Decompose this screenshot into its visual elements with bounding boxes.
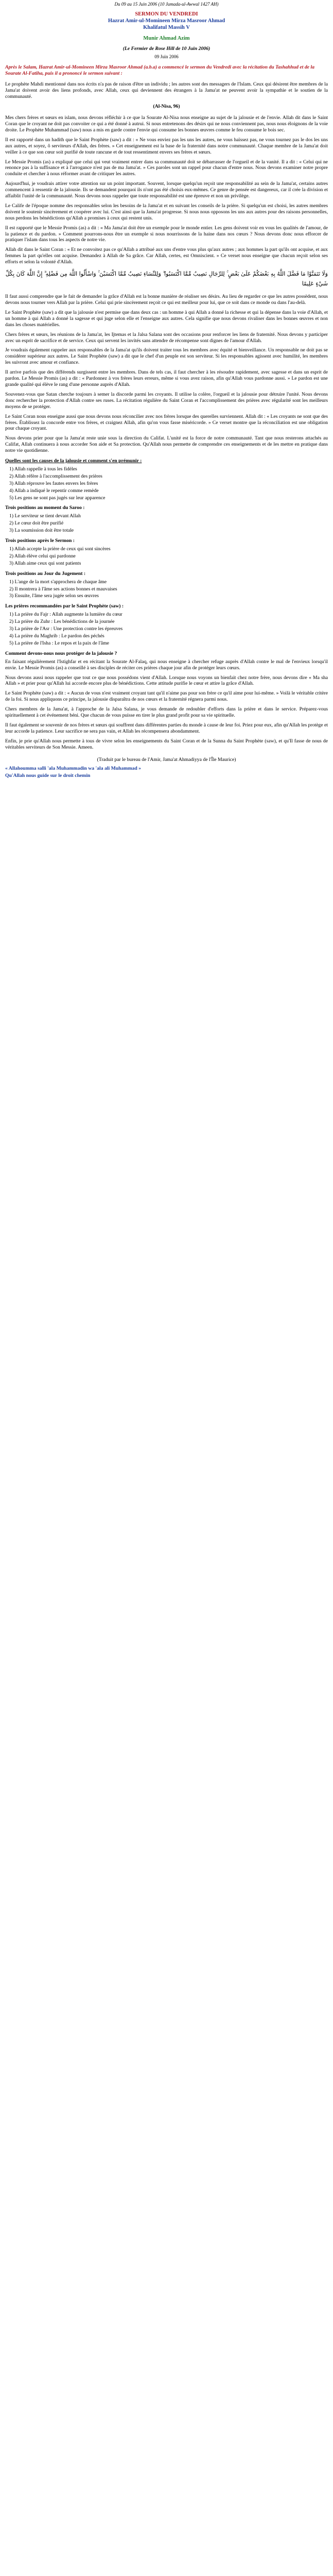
section-heading: Trois positions au moment du Saroo : bbox=[5, 505, 85, 511]
list-item: 3) Allah réprouve les fautes envers les frères bbox=[9, 480, 98, 486]
list bbox=[5, 513, 328, 534]
list-item: 3) La prière de l'Asr : Une protection contre les épreuves bbox=[9, 626, 123, 632]
footer-item: « Allahoumma salli 'ala Muhammadin wa 'ala ali Muhammad » bbox=[5, 766, 142, 772]
list-item: 3) Allah aime ceux qui sont patients bbox=[9, 560, 81, 566]
section-heading: Les prières recommandées par le Saint Prophète (saw) : bbox=[5, 603, 124, 609]
list bbox=[5, 466, 328, 501]
body-paragraph: Le Saint Prophète (saw) a dit : « Aucun de vous n'est vraiment croyant tant qu'il n'aime pas pour son frère ce qu'il aime pour lui-même. » Voilà le véritable critère de la foi. Si nous appliquons ce principe, la jalousie disparaîtra de nos cœurs et la fraternité régnera parmi nous. bbox=[5, 690, 328, 703]
body-paragraph: Allah dit dans le Saint Coran : « Et ne convoitez pas ce qu'Allah a attribué aux uns d'entre vous plus qu'aux autres ; aux hommes la part qu'ils ont acquise, et aux femmes la part qu'elles ont acquise. Demandez à Allah de Sa grâce. Car Allah, certes, est Omniscient. » Ce verset nous enseigne que chacun reçoit selon ses efforts et selon la volonté d'Allah. bbox=[5, 247, 328, 265]
sermon-heading: SERMON DU VENDREDI bbox=[135, 11, 198, 17]
list-item: 1) Allah rappelle à tous les fidèles bbox=[9, 466, 77, 472]
body-paragraphs-2 bbox=[5, 294, 328, 454]
body-paragraph: Le Saint Prophète (saw) a dit que la jalousie n'est permise que dans deux cas : un homme à qui Allah a donné la richesse et qui la dépense dans la voie d'Allah, et un homme à qui Allah a donné la sagesse et qui juge selon elle et l'enseigne aux autres. Cela signifie que nous devons rivaliser dans les bonnes œuvres et non dans les choses matérielles. bbox=[5, 309, 328, 328]
body-paragraph: En faisant régulièrement l'Istighfar et en récitant la Sourate Al-Falaq, qui nous enseigne à chercher refuge auprès d'Allah contre le mal de l'envieux lorsqu'il envie. Le Messie Promis (as) a conseillé à ses disciples de réciter ces prières chaque jour afin de protéger leurs cœurs. bbox=[5, 658, 328, 671]
list-item: 4) La prière du Maghrib : Le pardon des péchés bbox=[9, 633, 104, 639]
list-item: 1) L'ange de la mort s'approchera de chaque âme bbox=[9, 579, 107, 585]
section-heading: Quelles sont les causes de la jalousie et comment s'en prémunir : bbox=[5, 458, 142, 464]
breadcrumb: Du 09 au 15 Juin 2006 (10 Jumada-ul-Awwal 1427 AH) bbox=[114, 2, 219, 7]
arabic-verse: وَلَا تَتَمَنَّوْا مَا فَضَّلَ اللَّهُ بِهِ بَعْضَكُمْ عَلَىٰ بَعْضٍ ۚ لِلرِّجَالِ نَصِيبٌ مِّمَّا اكْتَسَبُوا ۖ وَلِلنِّسَاءِ نَصِيبٌ مِّمَّا اكْتَسَبْنَ ۚ وَاسْأَلُوا اللَّهَ مِن فَضْلِهِ ۗ إِنَّ اللَّهَ كَانَ بِكُلِّ شَيْءٍ عَلِيمًا bbox=[5, 270, 328, 287]
body-paragraph: Il est rapporté que le Messie Promis (as) a dit : « Ma Jama'at doit être un exemple pour le monde entier. Les gens doivent voir en vous les qualités de l'amour, de la patience et du pardon. » Comment pourrons-nous être un exemple si nous nourrissons de la haine dans nos cœurs ? Nous devons donc nous efforcer de pratiquer l'islam dans tous les aspects de notre vie. bbox=[5, 225, 328, 243]
body-paragraph: Chers frères et sœurs, les réunions de la Jama'at, les Ijtemas et la Jalsa Salana sont des occasions pour renforcer les liens de fraternité. Nous devons y participer avec un esprit de sacrifice et de service. Ceux qui servent les invités sans attendre de récompense sont dignes de l'amour d'Allah. bbox=[5, 331, 328, 344]
list-item: 1) La prière du Fajr : Allah augmente la lumière du cœur bbox=[9, 612, 122, 618]
list-item: 4) Allah a indiqué le repentir comme remède bbox=[9, 487, 99, 494]
list-item: 5) Les gens ne sont pas jugés sur leur apparence bbox=[9, 495, 106, 501]
body-paragraph: Il faut également se souvenir de nos frères et sœurs qui souffrent dans différentes parties du monde à cause de leur foi. Priez pour eux, afin qu'Allah les protège et leur accorde la patience. Leur sacrifice ne sera pas vain, et Allah les récompensera abondamment. bbox=[5, 722, 328, 734]
list bbox=[5, 546, 328, 567]
intro-paragraph: Après le Salam, Hazrat Amir-ul-Momineen Mirza Masroor Ahmad (a.b.a) a commencé le sermon du Vendredi avec la récitation du Tashahhud et de la Sourate Al-Fatiha, puis il a prononcé le sermon suivant : bbox=[5, 64, 314, 76]
list-item: 3) Ensuite, l'âme sera jugée selon ses œuvres bbox=[9, 593, 99, 599]
body-paragraph: Aujourd'hui, je voudrais attirer votre attention sur un point important. Souvent, lorsque quelqu'un reçoit une responsabilité au sein de la Jama'at, certains autres commencent à ressentir de la jalousie. Ils se demandent pourquoi ils n'ont pas été choisis eux-mêmes. Ce genre de pensée est dangereux, car il crée la division et affaiblit l'unité de la communauté. Nous devons nous rappeler que toute responsabilité est une épreuve et non un privilège. bbox=[5, 181, 328, 199]
section-heading: Comment devons-nous nous protéger de la jalousie ? bbox=[5, 650, 117, 656]
author-line: Hazrat Amir-ul-Momineen Mirza Masroor Ahmad bbox=[108, 18, 225, 24]
body-paragraph: Je voudrais également rappeler aux responsables de la Jama'at qu'ils doivent traiter tous les membres avec équité et bienveillance. Un responsable ne doit pas se considérer supérieur aux autres. Le Saint Prophète (saw) a dit que le chef d'un peuple est son serviteur. Si les responsables agissent avec humilité, les membres les suivront avec amour et confiance. bbox=[5, 347, 328, 366]
body-paragraph: Nous devons aussi nous rappeler que tout ce que nous possédons vient d'Allah. Lorsque nous voyons un bienfait chez notre frère, nous devons dire « Ma sha Allah » et prier pour qu'Allah lui accorde encore plus de bénédictions. Cette attitude purifie le cœur et attire la grâce d'Allah. bbox=[5, 674, 328, 687]
footer-items bbox=[5, 766, 328, 779]
body-paragraph: Le Saint Coran nous enseigne aussi que nous devons nous réconcilier avec nos frères lorsque des querelles surviennent. Allah dit : « Les croyants ne sont que des frères. Établissez la concorde entre vos frères, et craignez Allah, afin qu'on vous fasse miséricorde. » Ce verset montre que la réconciliation est une obligation pour chaque croyant. bbox=[5, 413, 328, 432]
closing-note: (Traduit par le bureau de l'Amir, Jama'at Ahmadiyya de l'Île Maurice) bbox=[97, 756, 236, 762]
subtitle: (Le Fermier de Rose Hill de 10 Juin 2006) bbox=[122, 45, 211, 52]
warning-paragraph: Le prophète Mahdi mentionné dans nos écrits n'a pas de raison d'être un individu ; les autres sont des messagers de l'Islam. Ceux qui désirent être membres de la Jama'at doivent avoir des liens profonds, avec Allah, ceux qui deviennent des étrangers à la Jama'at ne peuvent avoir la sympathie et le soutien de la communauté. bbox=[5, 81, 328, 100]
list-item: 2) Il montrera à l'âme ses actions bonnes et mauvaises bbox=[9, 586, 117, 592]
body-paragraph: Mes chers frères et sœurs en islam, nous devons réfléchir à ce que la Sourate Al-Nisa nous enseigne au sujet de la jalousie et de l'envie. Allah dit dans le Saint Coran que le croyant ne doit pas convoiter ce qui a été donné à autrui. Si nous entretenons des désirs qui ne nous conviennent pas, nous nous éloignons de la voie droite. Le Prophète Muhammad (saw) nous a mis en garde contre l'envie qui consume les bonnes œuvres comme le feu consume le bois sec. bbox=[5, 115, 328, 133]
body-paragraph: Enfin, je prie qu'Allah nous permette à tous de vivre selon les enseignements du Saint Coran et de la Sunna du Saint Prophète (saw), et qu'Il fasse de nous de véritables serviteurs de Son Messie. Ameen. bbox=[5, 738, 328, 750]
section-heading: Trois positions après le Sermon : bbox=[5, 538, 75, 544]
list bbox=[5, 579, 328, 600]
list-item: 3) La soumission doit être totale bbox=[9, 528, 74, 534]
section7-paragraphs bbox=[5, 659, 328, 751]
date-line: 09 Juin 2006 bbox=[154, 54, 179, 59]
section-title: Munir Ahmad Azim bbox=[143, 35, 190, 41]
list-item: 1) Allah accepte la prière de ceux qui sont sincères bbox=[9, 546, 111, 552]
list-item: 2) Allah élève celui qui pardonne bbox=[9, 553, 76, 559]
body-paragraph: Il arrive parfois que des différends surgissent entre les membres. Dans de tels cas, il faut chercher à les résoudre rapidement, avec sagesse et dans un esprit de pardon. Le Messie Promis (as) a dit : « Pardonnez à vos frères leurs erreurs, même si vous avez raison, afin qu'Allah vous pardonne aussi. » Le pardon est une grande qualité qui élève le rang d'une personne auprès d'Allah. bbox=[5, 369, 328, 387]
list-item: 2) La prière du Zuhr : Les bénédictions de la journée bbox=[9, 619, 115, 625]
body-paragraph: Nous devons prier pour que la Jama'at reste unie sous la direction du Califat. L'unité est la force de notre communauté. Tant que nous resterons attachés au Califat, Allah continuera à nous accorder Son aide et Sa protection. Qu'Allah nous permette de comprendre ces enseignements et de les mettre en pratique dans notre vie quotidienne. bbox=[5, 435, 328, 454]
body-paragraph: Le Messie Promis (as) a expliqué que celui qui veut vraiment entrer dans sa communauté doit se débarrasser de l'orgueil et de la vanité. Il a dit : « Celui qui ne renonce pas à la suffisance et à l'arrogance n'est pas de ma Jama'at. » Ces paroles sont un rappel pour chacun d'entre nous. Nous devons examiner notre propre conduite et chercher à nous réformer avant de critiquer les autres. bbox=[5, 159, 328, 177]
list-item: 2) Le cœur doit être purifié bbox=[9, 520, 64, 527]
body-paragraph: Il est rapporté dans un hadith que le Saint Prophète (saw) a dit : « Ne vous enviez pas les uns les autres, ne vous haïssez pas, ne vous tournez pas le dos les uns aux autres, et soyez, ô serviteurs d'Allah, des frères. » Cet enseignement est la base de la fraternité dans notre communauté. Chaque membre de la Jama'at doit veiller à ce que son cœur soit purifié de toute rancune et de tout ressentiment envers ses frères et sœurs. bbox=[5, 137, 328, 155]
list-item: 2) Allah réfère à l'accomplissement des prières bbox=[9, 473, 102, 479]
footer-item: Qu'Allah nous guide sur le droit chemin bbox=[5, 773, 91, 779]
list-item: 1) Le serviteur se tient devant Allah bbox=[9, 513, 81, 519]
body-paragraph: Il faut aussi comprendre que le fait de demander la grâce d'Allah est la bonne manière de réaliser ses désirs. Au lieu de regarder ce que les autres possèdent, nous devons nous tourner vers Allah par la prière. Celui qui prie sincèrement reçoit ce qui est meilleur pour lui, que ce soit dans ce monde ou dans l'au-delà. bbox=[5, 294, 328, 306]
list bbox=[5, 612, 328, 647]
verse-reference: (Al-Nisa, 96) bbox=[153, 104, 180, 110]
body-paragraph: Le Calife de l'époque nomme des responsables selon les besoins de la Jama'at et en suivant les conseils de la prière. Si quelqu'un est choisi, les autres membres doivent le soutenir sincèrement et coopérer avec lui. C'est ainsi que la Jama'at progresse. Si nous nous opposons les uns aux autres pour des raisons personnelles, nous perdons les bénédictions qu'Allah a promises à ceux qui restent unis. bbox=[5, 202, 328, 221]
section-heading: Trois positions au Jour du Jugement : bbox=[5, 570, 86, 577]
body-paragraph: Souvenez-vous que Satan cherche toujours à semer la discorde parmi les croyants. Il utilise la colère, l'orgueil et la jalousie pour détruire l'unité. Nous devons donc rechercher la protection d'Allah contre ses ruses. La récitation régulière du Saint Coran et l'accomplissement des prières avec régularité sont les meilleurs moyens de se protéger. bbox=[5, 391, 328, 410]
body-paragraphs bbox=[5, 115, 328, 265]
body-paragraph: Chers membres de la Jama'at, à l'approche de la Jalsa Salana, je vous demande de redoubler d'efforts dans la prière et dans le service. Préparez-vous spirituellement à cet événement béni. Que chacun de vous puisse en tirer le plus grand profit pour sa vie spirituelle. bbox=[5, 706, 328, 719]
list-item: 5) La prière de l'Isha : Le repos et la paix de l'âme bbox=[9, 640, 109, 646]
author-title: Khalifatul Massih V bbox=[143, 24, 190, 30]
